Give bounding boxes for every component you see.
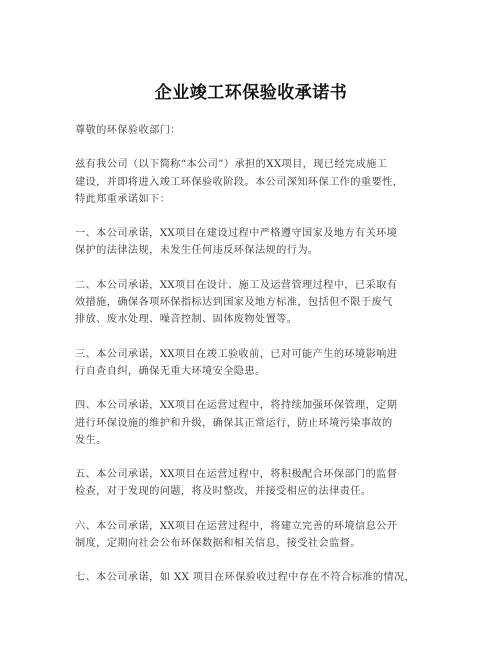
paragraph-line: 保护的法律法规，未发生任何违反环保法规的行为。 xyxy=(75,245,319,257)
paragraph-line: 兹有我公司（以下简称“本公司”）承担的XX项目，现已经完成施工 xyxy=(75,159,388,171)
paragraph-line: 行自查自纠，确保无重大环境安全隐患。 xyxy=(75,365,266,377)
paragraph-line: 五、本公司承诺，XX项目在运营过程中，将积极配合环保部门的监督 xyxy=(75,469,398,481)
commitment-6 xyxy=(75,518,435,553)
paragraph-line: 进行环保设施的维护和升级，确保其正常运行，防止环境污染事故的 xyxy=(75,417,393,429)
paragraph-line: 发生。 xyxy=(75,434,107,446)
commitment-3 xyxy=(75,346,435,381)
paragraph-line: 三、本公司承诺，XX项目在竣工验收前，已对可能产生的环境影响进 xyxy=(75,348,398,360)
paragraph-line: 六、本公司承诺，XX项目在运营过程中，将建立完善的环境信息公开 xyxy=(75,520,398,532)
paragraph-line: 二、本公司承诺，XX项目在设计、施工及运营管理过程中，已采取有 xyxy=(75,279,398,291)
paragraph-line: 排放、废水处理、噪音控制、固体废物处置等。 xyxy=(75,314,298,326)
paragraph-line: 建设，并即将进入竣工环保验收阶段。本公司深知环保工作的重要性， xyxy=(75,176,404,188)
commitment-5 xyxy=(75,466,435,501)
intro-paragraph xyxy=(75,156,435,208)
commitment-2 xyxy=(75,277,435,329)
page-title: 企业竣工环保验收承诺书 xyxy=(154,83,348,103)
salutation xyxy=(75,122,435,139)
paragraph-line: 效措施，确保各项环保指标达到国家及地方标准，包括但不限于废气 xyxy=(75,297,393,309)
paragraph-line: 七、本公司承诺，如 XX 项目在环保验收过程中存在不符合标准的情况， xyxy=(75,572,416,584)
commitment-4 xyxy=(75,397,435,449)
paragraph-line: 制度，定期向社会公布环保数据和相关信息，接受社会监督。 xyxy=(75,538,361,550)
paragraph-line: 一、本公司承诺，XX项目在建设过程中严格遵守国家及地方有关环境 xyxy=(75,228,398,240)
commitment-1 xyxy=(75,225,435,260)
salutation-line: 尊敬的环保验收部门： xyxy=(75,125,181,136)
paragraph-line: 四、本公司承诺，XX项目在运营过程中，将持续加强环保管理，定期 xyxy=(75,400,398,412)
paragraph-line: 特此郑重承诺如下： xyxy=(75,193,171,205)
paragraph-line: 检查，对于发现的问题，将及时整改，并接受相应的法律责任。 xyxy=(75,486,372,498)
commitment-7 xyxy=(75,569,435,586)
document-body xyxy=(75,122,435,604)
